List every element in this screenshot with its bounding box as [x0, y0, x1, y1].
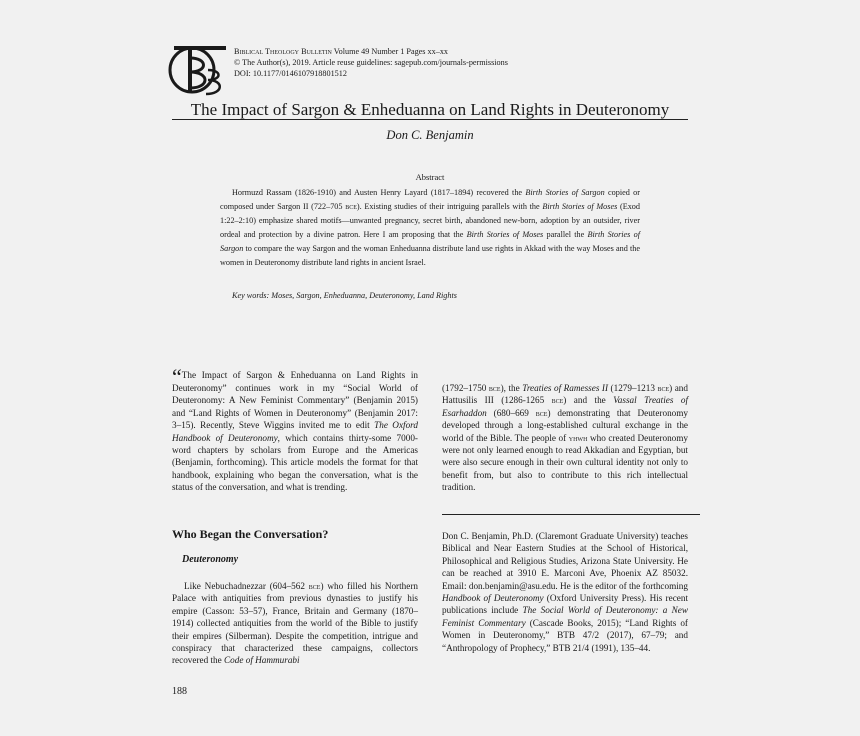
- abstract-body: [220, 186, 640, 270]
- article-author: Don C. Benjamin: [386, 128, 474, 142]
- article-title: The Impact of Sargon & Enheduanna on Land Rights in Deuteronomy: [190, 100, 670, 119]
- bio-paragraph: Don C. Benjamin, Ph.D. (Claremont Graduate University) teaches Biblical and Near Eastern Studies at the School of Historical, Philosophical and Religious Studies, Arizona State University. He can be reached at 3910 E. Marconi Ave, Phoenix AZ 85032. Email: don.benjamin@asu.edu. He is the editor of the forthcoming Handbook of Deuteronomy (Oxford University Press). His recent publications include The Social World of Deuteronomy: a New Feminist Commentary (Cascade Books, 2015); “Land Rights of Women in Deuteronomy,” BTB 47/2 (2017), 67–79; and “Anthropology of Prophecy,” BTB 21/4 (1991), 135–44.: [442, 531, 689, 653]
- journal-logo-icon: [168, 40, 230, 98]
- continued-paragraph: (1792–1750 bce), the Treaties of Ramesses II (1279–1213 bce) and Hattusilis III (1286-1265 bce) and the Vassal Treaties of Esarhaddon (680–669 bce) demonstrating that Deuteronomy developed through a long-established cultural exchange in the world of the Bible. The people of yhwh who created Deuteronomy were not only learned enough to read Akkadian and Egyptian, but were also secure enough in their own cultural identity not only to benefit from, but also to contribute to this rich intellectual tradition.: [442, 383, 689, 493]
- abstract-paragraph: Hormuzd Rassam (1826-1910) and Austen Henry Layard (1817–1894) recovered the Birth Stories of Sargon copied or composed under Sargon II (722–705 bce). Existing studies of their intriguing parallels with the Birth Stories of Moses (Exod 1:22–2:10) emphasize shared motifs—unwanted pregnancy, secret birth, abandoned new-born, adoption by an outsider, river ordeal and protection by a divine patron. Here I am proposing that the Birth Stories of Moses parallel the Birth Stories of Sargon to compare the way Sargon and the woman Enheduanna distribute land use rights in Akkad with the way Moses and the women in Deuteronomy distribute land rights in ancient Israel.: [220, 188, 640, 267]
- keywords: Key words: Moses, Sargon, Enheduanna, Deuteronomy, Land Rights: [232, 291, 457, 300]
- right-column-text: [442, 382, 688, 494]
- left-column-section: [172, 580, 418, 667]
- left-column-intro: [172, 364, 418, 494]
- subsection-heading: Deuteronomy: [182, 554, 239, 565]
- journal-meta: [234, 46, 654, 79]
- section-heading: Who Began the Conversation?: [172, 527, 329, 541]
- page-number: 188: [172, 686, 187, 697]
- author-bio: [442, 530, 688, 654]
- journal-name: Biblical Theology Bulletin: [234, 47, 332, 56]
- intro-paragraph: “The Impact of Sargon & Enheduanna on Land Rights in Deuteronomy” continues work in my “Social World of Deuteronomy: A New Feminist Commentary” (Benjamin 2015) and “Land Rights of Women in Deuteronomy” (Benjamin 2017: 3–15). Recently, Steve Wiggins invited me to edit The Oxford Handbook of Deuteronomy, which contains thirty-some 7000-word chapters by scholars from Europe and the Americas (Benjamin, forthcoming). This article models the format for that handbook, explaining who began the conversation, what is the status of the conversation, and what is trending.: [172, 364, 418, 493]
- svg-text:BTB: BTB: [168, 40, 170, 41]
- section-paragraph: Like Nebuchadnezzar (604–562 bce) who filled his Northern Palace with antiquities from previous dynasties to justify his empire (Casson: 53–57), France, Britain and Germany (1870–1914) collected antiquities from the world of the Bible to justify their empires (Silberman). Despite the competition, intrigue and conspiracy that characterized these campaigns, collectors recovered the Code of Hammurabi: [172, 581, 418, 666]
- title-divider: [172, 119, 688, 120]
- volume-line: Volume 49 Number 1 Pages xx–xx: [333, 47, 449, 56]
- copyright-line: © The Author(s), 2019. Article reuse guidelines: sagepub.com/journals-permissions: [234, 58, 508, 67]
- bio-divider: [442, 514, 700, 515]
- doi-link[interactable]: DOI: 10.1177/0146107918801512: [234, 69, 347, 78]
- abstract-heading: Abstract: [415, 172, 445, 182]
